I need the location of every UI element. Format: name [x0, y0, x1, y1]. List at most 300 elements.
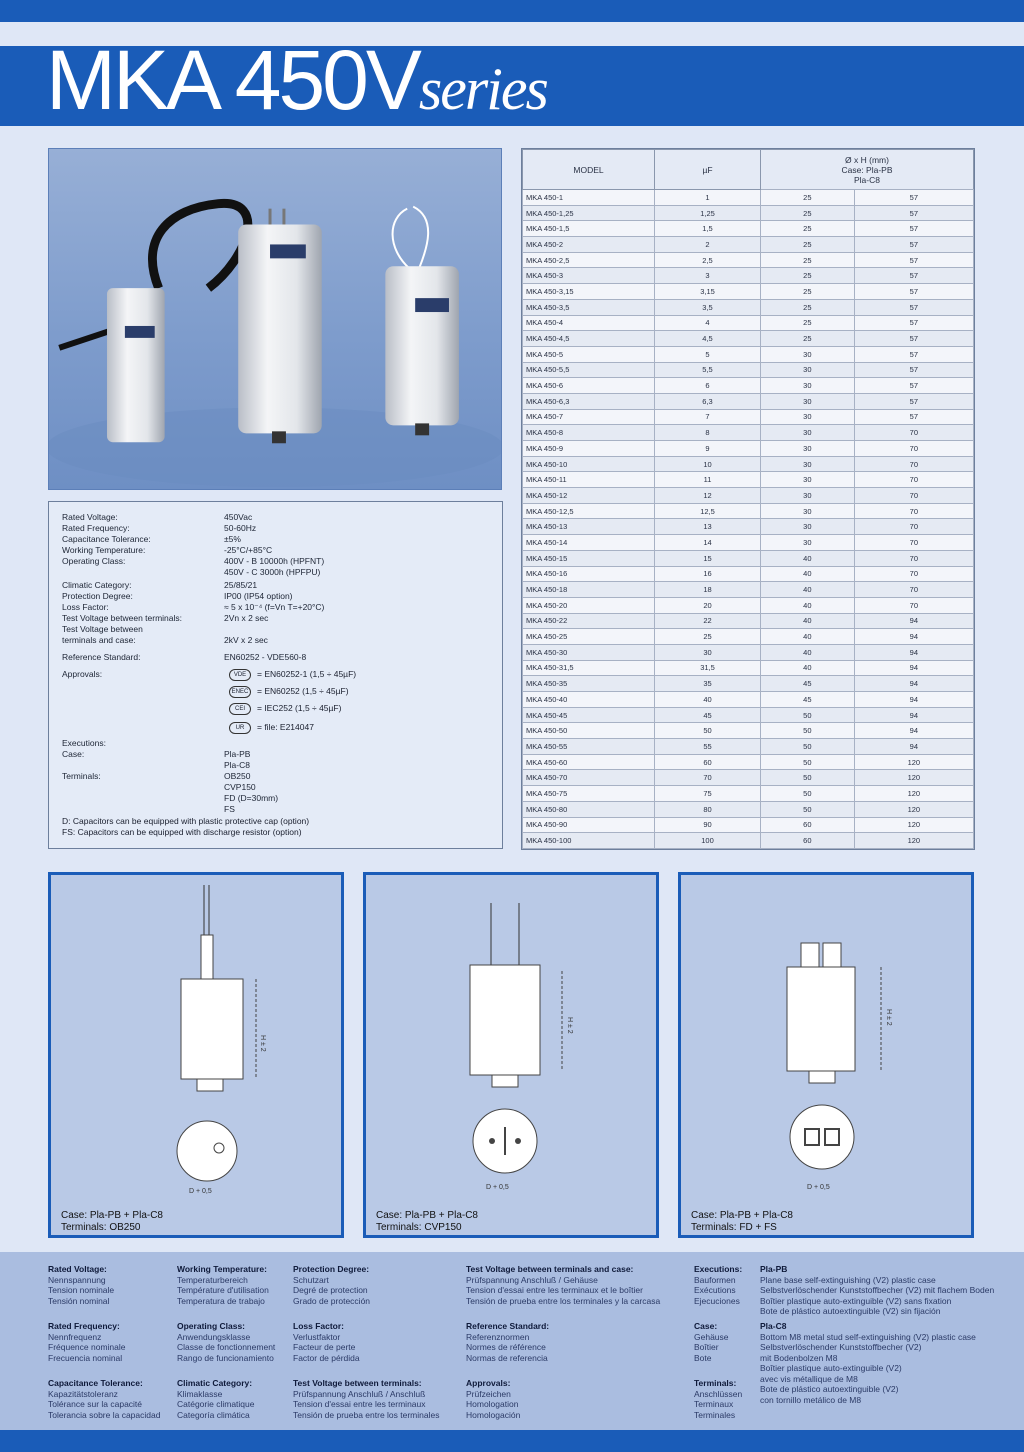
- cell-uf: 31,5: [655, 660, 761, 676]
- glossary-translation: Fréquence nominale: [48, 1342, 126, 1352]
- cell-diameter: 25: [761, 252, 855, 268]
- glossary-heading: Executions:: [694, 1264, 743, 1274]
- cell-model: MKA 450-25: [523, 629, 655, 645]
- cell-diameter: 30: [761, 393, 855, 409]
- table-row: [523, 707, 974, 723]
- glossary-translation: Homologation: [466, 1399, 519, 1409]
- cell-model: MKA 450-20: [523, 597, 655, 613]
- cell-model: MKA 450-45: [523, 707, 655, 723]
- cell-model: MKA 450-35: [523, 676, 655, 692]
- cell-height: 57: [854, 346, 973, 362]
- cell-model: MKA 450-90: [523, 817, 655, 833]
- cell-diameter: 50: [761, 739, 855, 755]
- diagram-caption: Case: Pla-PB + Pla-C8 Terminals: CVP150: [376, 1210, 478, 1233]
- table-row: [523, 488, 974, 504]
- cell-model: MKA 450-55: [523, 739, 655, 755]
- table-row: [523, 221, 974, 237]
- spec-terminals: Terminals: OB250: [62, 771, 251, 781]
- table-row: [523, 629, 974, 645]
- glossary-translation: Terminales: [694, 1409, 736, 1420]
- cell-height: 70: [854, 472, 973, 488]
- cell-diameter: 30: [761, 425, 855, 441]
- cell-uf: 1,25: [655, 205, 761, 221]
- cell-model: MKA 450-2,5: [523, 252, 655, 268]
- glossary-translation: Rango de funcionamiento: [177, 1352, 274, 1363]
- model-table: [521, 148, 975, 850]
- cell-uf: 100: [655, 833, 761, 849]
- approval-ur: UR = file: E214047: [229, 722, 314, 734]
- cell-height: 120: [854, 754, 973, 770]
- table-row: [523, 378, 974, 394]
- dim-d: D + 0,5: [486, 1184, 509, 1191]
- cell-uf: 8: [655, 425, 761, 441]
- cell-diameter: 40: [761, 629, 855, 645]
- cell-height: 70: [854, 566, 973, 582]
- table-row: [523, 770, 974, 786]
- glossary-translation: Nennspannung: [48, 1274, 106, 1285]
- cell-model: MKA 450-5,5: [523, 362, 655, 378]
- glossary-entry: [760, 1321, 1022, 1405]
- glossary-entry: [177, 1378, 293, 1420]
- cell-uf: 12: [655, 488, 761, 504]
- cell-model: MKA 450-80: [523, 801, 655, 817]
- diagram-caption: Case: Pla-PB + Pla-C8 Terminals: OB250: [61, 1210, 163, 1233]
- cell-height: 94: [854, 629, 973, 645]
- glossary-heading: Terminals:: [694, 1378, 737, 1388]
- cell-uf: 2,5: [655, 252, 761, 268]
- glossary-translation: Bote de plástico autoextinguible (V2) sin fijación: [760, 1306, 941, 1316]
- cell-uf: 13: [655, 519, 761, 535]
- glossary-entry: [694, 1378, 760, 1420]
- spec-row: terminals and case: 2kV x 2 sec: [62, 635, 268, 645]
- cell-uf: 2: [655, 237, 761, 253]
- glossary-translation: Gehäuse: [694, 1331, 729, 1342]
- spec-terminals-2: CVP150: [224, 782, 256, 792]
- cell-height: 94: [854, 676, 973, 692]
- cell-height: 70: [854, 441, 973, 457]
- col-model: MODEL: [523, 150, 655, 190]
- cell-height: 94: [854, 723, 973, 739]
- glossary-translation: Kapazitätstoleranz: [48, 1388, 118, 1399]
- spec-row: Protection Degree: IP00 (IP54 option): [62, 591, 293, 601]
- table-row: [523, 441, 974, 457]
- cell-uf: 4: [655, 315, 761, 331]
- cell-uf: 60: [655, 754, 761, 770]
- glossary-heading: Reference Standard:: [466, 1321, 550, 1331]
- cei-mark-icon: CEI: [229, 703, 251, 715]
- cell-model: MKA 450-70: [523, 770, 655, 786]
- cell-diameter: 50: [761, 754, 855, 770]
- cell-model: MKA 450-12,5: [523, 503, 655, 519]
- cell-diameter: 25: [761, 299, 855, 315]
- cell-uf: 90: [655, 817, 761, 833]
- table-row: [523, 754, 974, 770]
- cell-diameter: 60: [761, 833, 855, 849]
- glossary-heading: Rated Frequency:: [48, 1321, 120, 1331]
- cell-uf: 75: [655, 786, 761, 802]
- glossary-heading: Pla-C8: [760, 1321, 787, 1331]
- table-row: [523, 692, 974, 708]
- cell-uf: 50: [655, 723, 761, 739]
- glossary-translation: Normes de référence: [466, 1342, 546, 1352]
- cell-diameter: 25: [761, 268, 855, 284]
- cell-model: MKA 450-75: [523, 786, 655, 802]
- cell-diameter: 60: [761, 817, 855, 833]
- cell-height: 57: [854, 268, 973, 284]
- cell-diameter: 50: [761, 786, 855, 802]
- glossary-footer: [0, 1252, 1024, 1430]
- cell-height: 57: [854, 409, 973, 425]
- bottom-bar: [0, 1430, 1024, 1452]
- cell-diameter: 30: [761, 346, 855, 362]
- glossary-translation: Prüfspannung Anschluß / Anschluß: [293, 1388, 426, 1399]
- table-row: [523, 252, 974, 268]
- spec-terminals-4: FS: [224, 804, 235, 814]
- spec-row: Test Voltage between terminals: 2Vn x 2 sec: [62, 613, 269, 623]
- glossary-entry: [694, 1321, 760, 1363]
- glossary-translation: Temperaturbereich: [177, 1274, 248, 1285]
- cell-uf: 30: [655, 644, 761, 660]
- cell-height: 70: [854, 582, 973, 598]
- glossary-entry: [760, 1264, 1022, 1317]
- product-photo: [48, 148, 502, 490]
- table-row: [523, 315, 974, 331]
- cell-diameter: 25: [761, 205, 855, 221]
- glossary-translation: Selbstverlöschender Kunststoffbecher (V2) mit flachem Boden: [760, 1285, 995, 1295]
- glossary-translation: Exécutions: [694, 1285, 736, 1295]
- cell-model: MKA 450-10: [523, 456, 655, 472]
- glossary-translation: Nennfrequenz: [48, 1331, 102, 1342]
- glossary-translation: Boîtier: [694, 1342, 719, 1352]
- glossary-translation: Normas de referencia: [466, 1352, 548, 1363]
- glossary-translation: Facteur de perte: [293, 1342, 356, 1352]
- glossary-entry: [293, 1264, 465, 1306]
- spec-row: Capacitance Tolerance: ±5%: [62, 534, 241, 544]
- specifications-box: [48, 501, 503, 849]
- spec-row: Approvals:: [62, 669, 103, 679]
- cell-diameter: 25: [761, 331, 855, 347]
- glossary-translation: Factor de pérdida: [293, 1352, 360, 1363]
- table-row: [523, 817, 974, 833]
- cell-uf: 22: [655, 613, 761, 629]
- cell-uf: 5: [655, 346, 761, 362]
- glossary-translation: Temperatura de trabajo: [177, 1295, 265, 1306]
- cell-diameter: 40: [761, 660, 855, 676]
- glossary-translation: Catégorie climatique: [177, 1399, 255, 1409]
- cell-model: MKA 450-6: [523, 378, 655, 394]
- table-row: [523, 362, 974, 378]
- cell-model: MKA 450-1,5: [523, 221, 655, 237]
- cell-model: MKA 450-3,5: [523, 299, 655, 315]
- glossary-translation: Bote: [694, 1352, 712, 1363]
- table-row: [523, 346, 974, 362]
- cell-model: MKA 450-15: [523, 550, 655, 566]
- cell-uf: 35: [655, 676, 761, 692]
- cell-model: MKA 450-3,15: [523, 284, 655, 300]
- spec-row: Rated Voltage: 450Vac: [62, 512, 253, 522]
- table-row: [523, 801, 974, 817]
- table-row: [523, 284, 974, 300]
- cell-uf: 14: [655, 535, 761, 551]
- glossary-entry: [293, 1321, 465, 1363]
- cell-diameter: 50: [761, 707, 855, 723]
- glossary-translation: Degré de protection: [293, 1285, 368, 1295]
- spec-note: D: Capacitors can be equipped with plastic protective cap (option): [62, 816, 310, 826]
- table-row: [523, 237, 974, 253]
- table-row: [523, 472, 974, 488]
- glossary-translation: Tension d'essai entre les terminaux: [293, 1399, 426, 1409]
- cell-uf: 12,5: [655, 503, 761, 519]
- glossary-entry: [293, 1378, 465, 1420]
- cell-diameter: 30: [761, 378, 855, 394]
- ur-mark-icon: UR: [229, 722, 251, 734]
- cell-height: 70: [854, 597, 973, 613]
- cell-model: MKA 450-1: [523, 190, 655, 206]
- cell-uf: 1: [655, 190, 761, 206]
- cell-height: 57: [854, 378, 973, 394]
- cell-model: MKA 450-6,3: [523, 393, 655, 409]
- top-bar: [0, 0, 1024, 22]
- glossary-translation: Température d'utilisation: [177, 1285, 269, 1295]
- cell-model: MKA 450-18: [523, 582, 655, 598]
- glossary-translation: Grado de protección: [293, 1295, 371, 1306]
- table-body: [523, 190, 974, 849]
- dim-h: H ± 2: [566, 1017, 573, 1034]
- cell-model: MKA 450-8: [523, 425, 655, 441]
- glossary-heading: Pla-PB: [760, 1264, 788, 1274]
- table-row: [523, 597, 974, 613]
- cell-height: 120: [854, 817, 973, 833]
- spec-row: 450V - C 3000h (HPFPU): [224, 567, 321, 577]
- table-row: [523, 660, 974, 676]
- enec-mark-icon: ENEC: [229, 686, 251, 698]
- spec-row: Loss Factor: ≈ 5 x 10⁻⁴ (f=Vn T=+20°C): [62, 602, 325, 612]
- glossary-heading: Test Voltage between terminals and case:: [466, 1264, 634, 1274]
- glossary-entry: [466, 1321, 694, 1363]
- cell-height: 57: [854, 331, 973, 347]
- table-row: [523, 582, 974, 598]
- cell-height: 94: [854, 660, 973, 676]
- cell-height: 70: [854, 456, 973, 472]
- cell-diameter: 25: [761, 221, 855, 237]
- cell-uf: 11: [655, 472, 761, 488]
- cell-height: 57: [854, 284, 973, 300]
- table-row: [523, 190, 974, 206]
- table-row: [523, 550, 974, 566]
- cell-height: 70: [854, 519, 973, 535]
- glossary-translation: Tolerancia sobre la capacidad: [48, 1409, 161, 1420]
- cell-uf: 20: [655, 597, 761, 613]
- table-row: [523, 425, 974, 441]
- cell-height: 57: [854, 237, 973, 253]
- diagram-ob250-drawing: [51, 875, 341, 1205]
- glossary-translation: Selbstverlöschender Kunststoffbecher (V2): [760, 1342, 922, 1352]
- cell-diameter: 30: [761, 409, 855, 425]
- cell-height: 57: [854, 393, 973, 409]
- glossary-translation: Tolérance sur la capacité: [48, 1399, 143, 1409]
- glossary-translation: Verlustfaktor: [293, 1331, 341, 1342]
- spec-case-2: Pla-C8: [224, 760, 250, 770]
- glossary-heading: Case:: [694, 1321, 718, 1331]
- cell-model: MKA 450-22: [523, 613, 655, 629]
- table-row: [523, 535, 974, 551]
- cell-diameter: 30: [761, 441, 855, 457]
- cell-diameter: 40: [761, 566, 855, 582]
- glossary-heading: Rated Voltage:: [48, 1264, 107, 1274]
- cell-uf: 3,15: [655, 284, 761, 300]
- cell-diameter: 30: [761, 503, 855, 519]
- cell-diameter: 45: [761, 692, 855, 708]
- cell-height: 94: [854, 692, 973, 708]
- glossary-heading: Test Voltage between terminals:: [293, 1378, 422, 1388]
- glossary-translation: Prüfspannung Anschluß / Gehäuse: [466, 1274, 598, 1285]
- spec-note: FS: Capacitors can be equipped with discharge resistor (option): [62, 827, 302, 837]
- cell-height: 70: [854, 503, 973, 519]
- glossary-translation: Terminaux: [694, 1399, 734, 1409]
- glossary-translation: Homologación: [466, 1409, 521, 1420]
- cell-height: 94: [854, 739, 973, 755]
- approval-vde: VDE = EN60252-1 (1,5 ÷ 45µF): [229, 669, 356, 681]
- glossary-translation: Plane base self-extinguishing (V2) plastic case: [760, 1274, 936, 1285]
- cell-height: 120: [854, 770, 973, 786]
- glossary-translation: mit Bodenbolzen M8: [760, 1352, 838, 1363]
- cell-height: 57: [854, 190, 973, 206]
- glossary-translation: Prüfzeichen: [466, 1388, 511, 1399]
- cell-height: 57: [854, 299, 973, 315]
- spec-row: Test Voltage between: [62, 624, 143, 634]
- cell-diameter: 25: [761, 190, 855, 206]
- table-row: [523, 205, 974, 221]
- cell-height: 94: [854, 613, 973, 629]
- glossary-translation: Ejecuciones: [694, 1295, 740, 1306]
- glossary-translation: Bote de plástico autoextinguible (V2): [760, 1384, 899, 1394]
- cell-diameter: 25: [761, 315, 855, 331]
- glossary-translation: con tornillo metálico de M8: [760, 1394, 862, 1405]
- dim-h: H ± 2: [259, 1035, 266, 1052]
- cell-uf: 1,5: [655, 221, 761, 237]
- glossary-heading: Loss Factor:: [293, 1321, 345, 1331]
- cell-uf: 6,3: [655, 393, 761, 409]
- cell-height: 70: [854, 488, 973, 504]
- glossary-entry: [48, 1321, 176, 1363]
- glossary-translation: Bauformen: [694, 1274, 736, 1285]
- cell-diameter: 45: [761, 676, 855, 692]
- cell-height: 57: [854, 252, 973, 268]
- title-main: MKA 450V: [46, 33, 419, 127]
- spec-terminals-3: FD (D=30mm): [224, 793, 279, 803]
- cell-height: 57: [854, 362, 973, 378]
- diagram-fd-fs: [678, 872, 974, 1238]
- cell-diameter: 25: [761, 284, 855, 300]
- cell-uf: 3,5: [655, 299, 761, 315]
- cell-model: MKA 450-13: [523, 519, 655, 535]
- glossary-translation: Referenznormen: [466, 1331, 530, 1342]
- spec-executions: Executions:: [62, 738, 106, 748]
- cell-model: MKA 450-16: [523, 566, 655, 582]
- cell-model: MKA 450-5: [523, 346, 655, 362]
- cell-diameter: 30: [761, 362, 855, 378]
- diagram-cvp150-drawing: [366, 875, 656, 1205]
- cell-diameter: 30: [761, 456, 855, 472]
- glossary-translation: Tensión de prueba entre los terminales y la carcasa: [466, 1295, 661, 1306]
- cell-diameter: 40: [761, 644, 855, 660]
- cell-height: 70: [854, 425, 973, 441]
- cell-model: MKA 450-9: [523, 441, 655, 457]
- glossary-translation: Boîtier plastique auto-extinguible (V2) sans fixation: [760, 1295, 952, 1306]
- cell-model: MKA 450-3: [523, 268, 655, 284]
- table-row: [523, 723, 974, 739]
- cell-model: MKA 450-1,25: [523, 205, 655, 221]
- dim-h: H ± 2: [885, 1009, 892, 1026]
- table-row: [523, 409, 974, 425]
- page-title: [46, 33, 547, 127]
- table-row: [523, 833, 974, 849]
- cell-uf: 9: [655, 441, 761, 457]
- title-series: series: [418, 56, 547, 122]
- cell-diameter: 50: [761, 770, 855, 786]
- cell-model: MKA 450-4,5: [523, 331, 655, 347]
- cell-model: MKA 450-4: [523, 315, 655, 331]
- cell-diameter: 30: [761, 488, 855, 504]
- glossary-translation: Classe de fonctionnement: [177, 1342, 276, 1352]
- glossary-heading: Operating Class:: [177, 1321, 246, 1331]
- table-row: [523, 456, 974, 472]
- glossary-translation: Klimaklasse: [177, 1388, 223, 1399]
- diagram-ob250: [48, 872, 344, 1238]
- cell-diameter: 50: [761, 801, 855, 817]
- cell-uf: 15: [655, 550, 761, 566]
- glossary-entry: [177, 1321, 293, 1363]
- glossary-entry: [466, 1264, 694, 1306]
- dim-d: D + 0,5: [189, 1188, 212, 1195]
- spec-row: Working Temperature: -25°C/+85°C: [62, 545, 273, 555]
- cell-uf: 55: [655, 739, 761, 755]
- glossary-entry: [48, 1264, 176, 1306]
- dim-d: D + 0,5: [807, 1184, 830, 1191]
- cell-diameter: 40: [761, 550, 855, 566]
- cell-height: 57: [854, 315, 973, 331]
- glossary-translation: Tension d'essai entre les terminaux et le boîtier: [466, 1285, 643, 1295]
- cell-height: 120: [854, 833, 973, 849]
- glossary-entry: [48, 1378, 176, 1420]
- table-row: [523, 613, 974, 629]
- spec-case: Case: Pla-PB: [62, 749, 251, 759]
- cell-model: MKA 450-50: [523, 723, 655, 739]
- table-row: [523, 786, 974, 802]
- table-row: [523, 739, 974, 755]
- table-row: [523, 299, 974, 315]
- cell-model: MKA 450-60: [523, 754, 655, 770]
- cell-uf: 16: [655, 566, 761, 582]
- cell-uf: 5,5: [655, 362, 761, 378]
- glossary-heading: Capacitance Tolerance:: [48, 1378, 143, 1388]
- glossary-translation: Boîtier plastique auto-extinguible (V2): [760, 1363, 902, 1373]
- cell-diameter: 40: [761, 582, 855, 598]
- cell-height: 57: [854, 221, 973, 237]
- vde-mark-icon: VDE: [229, 669, 251, 681]
- glossary-translation: Categoría climática: [177, 1409, 250, 1420]
- table-row: [523, 644, 974, 660]
- table-row: [523, 519, 974, 535]
- spec-row: Reference Standard: EN60252 - VDE560-8: [62, 652, 307, 662]
- cell-model: MKA 450-7: [523, 409, 655, 425]
- cell-model: MKA 450-12: [523, 488, 655, 504]
- glossary-translation: Tensión de prueba entre los terminales: [293, 1409, 440, 1420]
- capacitors-image: [49, 149, 501, 489]
- cell-height: 94: [854, 707, 973, 723]
- spec-row: Climatic Category: 25/85/21: [62, 580, 258, 590]
- table-row: [523, 393, 974, 409]
